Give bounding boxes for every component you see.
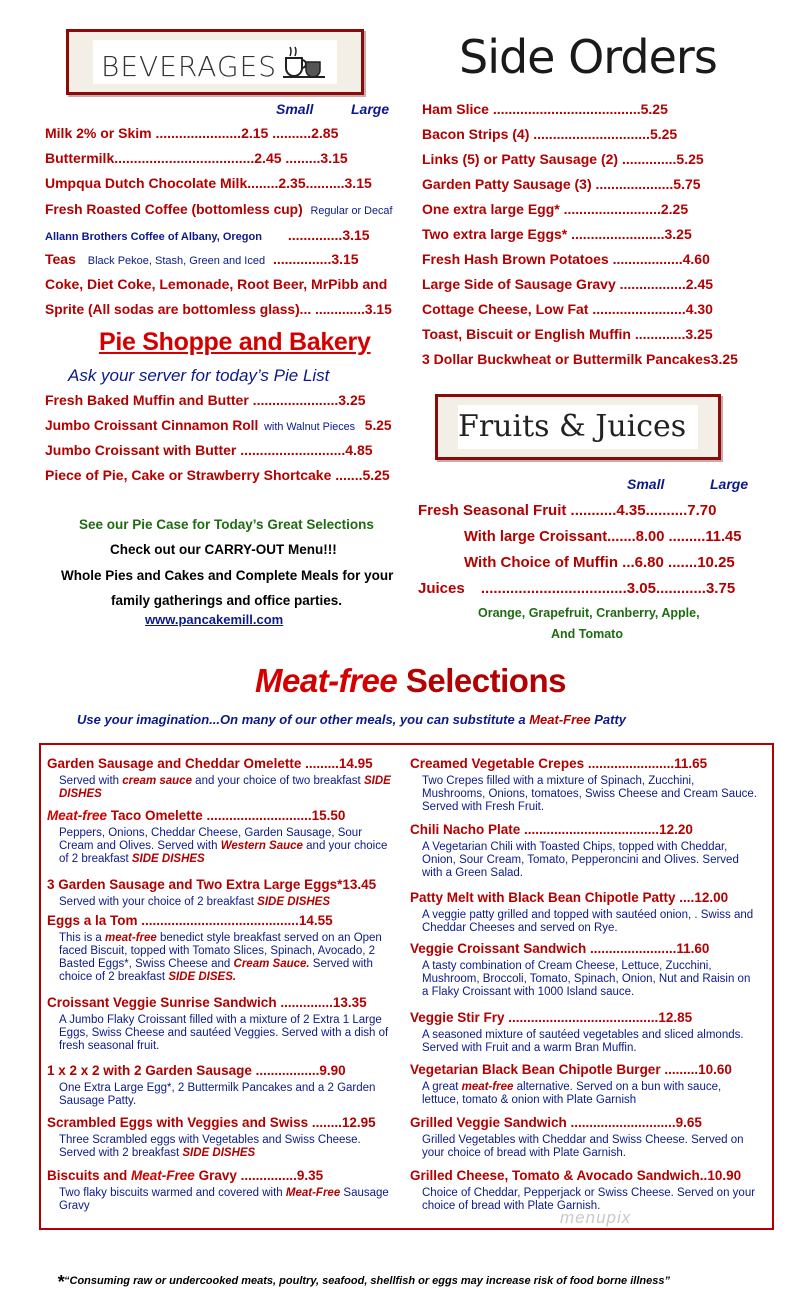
footer-note: *“Consuming raw or undercooked meats, poultry, seafood, shellfish or eggs may increase risk of food borne illness”: [57, 1272, 670, 1292]
meatfree-item-description: This is a meat-free benedict style breakfast served on an Open faced Biscuit, topped with Tomato Slices, Spinach, Avocado, 2 Basted Eggs*, Swiss Cheese and Cream Sauce. Served with choice of 2 breakfast SIDE DISES.: [59, 932, 382, 983]
website-link[interactable]: www.pancakemill.com: [145, 612, 284, 627]
pie-title: Pie Shoppe and Bakery: [99, 328, 371, 356]
meatfree-item-name: Croissant Veggie Sunrise Sandwich ..............13.35: [47, 995, 367, 1010]
meatfree-item-description: Choice of Cheddar, Pepperjack or Swiss Cheese. Served on your choice of bread with Plate Garnish.: [422, 1187, 756, 1212]
meatfree-item-description: A seasoned mixture of sautéed vegetables and sliced almonds. Served with Fruit and a warm Bran Muffin.: [422, 1029, 744, 1054]
meatfree-item-description: Served with cream sauce and your choice of two breakfast SIDE DISHES: [59, 775, 391, 800]
side-orders-header: Side Orders: [459, 30, 717, 84]
meatfree-item-price: 9.90: [319, 1063, 346, 1078]
beverage-row: Milk 2% or Skim ......................2.15 ..........2.85: [45, 125, 339, 141]
pie-promo-4: family gatherings and office parties.: [111, 593, 343, 608]
side-row: Garden Patty Sausage (3) ....................5.75: [422, 176, 701, 192]
side-row: Links (5) or Patty Sausage (2) ..............5.25: [422, 151, 704, 167]
meatfree-item-name: Veggie Croissant Sandwich .......................11.60: [410, 941, 710, 956]
side-row: Cottage Cheese, Low Fat ........................4.30: [422, 301, 713, 317]
meatfree-item-description: Peppers, Onions, Cheddar Cheese, Garden Sausage, Sour Cream and Olives. Served with Western Sauce and your choice of 2 breakfast SIDE DISHES: [59, 827, 388, 865]
meatfree-item-name: 3 Garden Sausage and Two Extra Large Eggs*13.45: [47, 877, 377, 892]
beverage-row: Umpqua Dutch Chocolate Milk........2.35..........3.15: [45, 175, 372, 191]
meatfree-item-price: 9.35: [296, 1168, 324, 1183]
beverage-row: Coke, Diet Coke, Lemonade, Root Beer, MrPibb and: [45, 276, 388, 292]
pie-row: Jumbo Croissant with Butter ...........................4.85: [45, 442, 373, 458]
meatfree-item-description: A great meat-free alternative. Served on a bun with sauce, lettuce, tomato & onion with Plate Garnish: [422, 1081, 722, 1106]
meatfree-item-name: Grilled Cheese, Tomato & Avocado Sandwich..10.90: [410, 1168, 742, 1183]
beverage-row: Teas Black Pekoe, Stash, Green and Iced ...............3.15: [45, 251, 359, 267]
fruit-row: With large Croissant.......8.00 .........11.45: [464, 528, 742, 545]
fruits-header-box: [435, 394, 721, 460]
meatfree-item-description: Two flaky biscuits warmed and covered with Meat-Free Sausage Gravy: [59, 1187, 389, 1212]
pie-row: Fresh Baked Muffin and Butter ......................3.25: [45, 392, 366, 408]
side-row: One extra large Egg* .........................2.25: [422, 201, 689, 217]
beverage-row: Fresh Roasted Coffee (bottomless cup) Regular or Decaf: [45, 201, 393, 217]
juice-note-2: And Tomato: [551, 627, 623, 641]
side-row: Toast, Biscuit or English Muffin .............3.25: [422, 326, 713, 342]
meatfree-item-price: 11.65: [674, 756, 708, 771]
side-row: Large Side of Sausage Gravy .................2.45: [422, 276, 714, 292]
meatfree-item-price: 15.50: [311, 808, 346, 823]
meatfree-item-description: Grilled Vegetables with Cheddar and Swiss Cheese. Served on your choice of bread with Plate Garnish.: [422, 1134, 744, 1159]
meatfree-item-name: Patty Melt with Black Bean Chipotle Patty ....12.00: [410, 890, 729, 905]
beverages-size-small: Small: [276, 101, 314, 117]
pie-row: Jumbo Croissant Cinnamon Roll with Walnut Pieces 5.25: [45, 417, 392, 433]
fruits-size-small: Small: [627, 476, 665, 492]
beverage-row: Buttermilk....................................2.45 .........3.15: [45, 150, 348, 166]
side-row: Two extra large Eggs* ........................3.25: [422, 226, 692, 242]
meatfree-item-description: A veggie patty grilled and topped with sautéed onion, . Swiss and Cheddar Cheeses and served on Rye.: [422, 909, 754, 934]
meatfree-item-name: 1 x 2 x 2 with 2 Garden Sausage .................9.90: [47, 1063, 346, 1078]
meatfree-item-price: 11.60: [676, 941, 710, 956]
meatfree-item-price: 14.55: [298, 913, 333, 928]
meatfree-item-price: 12.85: [658, 1010, 693, 1025]
meatfree-item-price: 10.60: [698, 1062, 732, 1077]
juice-note-1: Orange, Grapefruit, Cranberry, Apple,: [478, 606, 700, 620]
fruit-row: With Choice of Muffin ...6.80 .......10.25: [464, 554, 735, 571]
meatfree-item-name: Vegetarian Black Bean Chipotle Burger .........10.60: [410, 1062, 732, 1077]
fruits-size-large: Large: [710, 476, 749, 492]
meatfree-item-price: 14.95: [338, 756, 373, 771]
meatfree-item-name: Eggs a la Tom ..........................................14.55: [47, 913, 333, 928]
meatfree-item-name: Creamed Vegetable Crepes .......................11.65: [410, 756, 708, 771]
meatfree-item-price: 13.35: [332, 995, 367, 1010]
meatfree-item-description: Three Scrambled eggs with Vegetables and Swiss Cheese. Served with 2 breakfast SIDE DISHES: [59, 1134, 361, 1159]
side-row: Ham Slice ......................................5.25: [422, 101, 668, 117]
pie-row: Piece of Pie, Cake or Strawberry Shortcake .......5.25: [45, 467, 390, 483]
side-row: Fresh Hash Brown Potatoes ..................4.60: [422, 251, 710, 267]
meatfree-item-description: Served with your choice of 2 breakfast SIDE DISHES: [59, 896, 331, 908]
meatfree-item-name: Scrambled Eggs with Veggies and Swiss ........12.95: [47, 1115, 376, 1130]
meatfree-item-name: Meat-free Taco Omelette ............................15.50: [47, 808, 346, 823]
fruit-row: Juices ...................................3.05............3.75: [418, 580, 736, 597]
beverages-header: BEVERAGES: [101, 50, 278, 83]
side-row: Bacon Strips (4) ..............................5.25: [422, 126, 678, 142]
meatfree-item-description: Two Crepes filled with a mixture of Spinach, Zucchini, Mushrooms, Onions, tomatoes, Swiss Cheese and Cream Sauce. Served with Fresh Fruit.: [422, 775, 757, 813]
meatfree-item-price: 10.90: [707, 1168, 742, 1183]
meatfree-item-price: 12.20: [659, 822, 693, 837]
meatfree-item-price: 12.95: [341, 1115, 376, 1130]
meatfree-item-name: Grilled Veggie Sandwich ............................9.65: [410, 1115, 702, 1130]
meatfree-item-description: One Extra Large Egg*, 2 Buttermilk Pancakes and a 2 Garden Sausage Patty.: [59, 1082, 376, 1107]
meatfree-item-name: Veggie Stir Fry ........................................12.85: [410, 1010, 693, 1025]
beverages-header-box: [66, 29, 364, 95]
meatfree-title: Meat-free Selections: [255, 662, 566, 699]
watermark: menupix: [560, 1208, 632, 1227]
meatfree-item-name: Garden Sausage and Cheddar Omelette .........14.95: [47, 756, 373, 771]
beverage-row: Allann Brothers Coffee of Albany, Oregon ..............3.15: [45, 227, 370, 243]
meatfree-item-name: Biscuits and Meat-Free Gravy ...............9.35: [47, 1168, 324, 1183]
meatfree-item-name: Chili Nacho Plate ....................................12.20: [410, 822, 693, 837]
pie-subtitle: Ask your server for today’s Pie List: [68, 366, 330, 385]
pie-promo-2: Check out our CARRY-OUT Menu!!!: [110, 542, 337, 557]
fruits-header: Fruits & Juices: [458, 409, 687, 444]
side-row: 3 Dollar Buckwheat or Buttermilk Pancakes3.25: [422, 351, 738, 367]
meatfree-item-description: A Jumbo Flaky Croissant filled with a mixture of 2 Extra 1 Large Eggs, Swiss Cheese and sautéed Veggies. Served with a dish of fresh seasonal fruit.: [59, 1014, 389, 1052]
meatfree-item-description: A tasty combination of Cream Cheese, Lettuce, Zucchini, Mushroom, Broccoli, Tomato, Spinach, Onion, Nut and Raisin on a Flaky Croissant with 1000 Island sauce.: [422, 960, 751, 998]
meatfree-subtitle: Use your imagination...On many of our other meals, you can substitute a Meat-Free Patty: [77, 712, 627, 727]
meatfree-item-price: 9.65: [675, 1115, 702, 1130]
beverage-row: Sprite (All sodas are bottomless glass)... .............3.15: [45, 301, 392, 317]
meatfree-item-price: 12.00: [694, 890, 729, 905]
pie-promo-3: Whole Pies and Cakes and Complete Meals for your: [61, 568, 394, 583]
fruit-row: Fresh Seasonal Fruit ...........4.35..........7.70: [418, 502, 717, 519]
meatfree-item-price: 13.45: [342, 877, 377, 892]
pie-promo-1: See our Pie Case for Today’s Great Selections: [79, 517, 374, 532]
cups-icon: [282, 46, 326, 80]
beverages-size-large: Large: [351, 101, 390, 117]
meatfree-item-description: A Vegetarian Chili with Toasted Chips, topped with Cheddar, Onion, Sour Cream, Tomato, Pepperoncini and Olives. Served with a Green Salad.: [422, 841, 739, 879]
